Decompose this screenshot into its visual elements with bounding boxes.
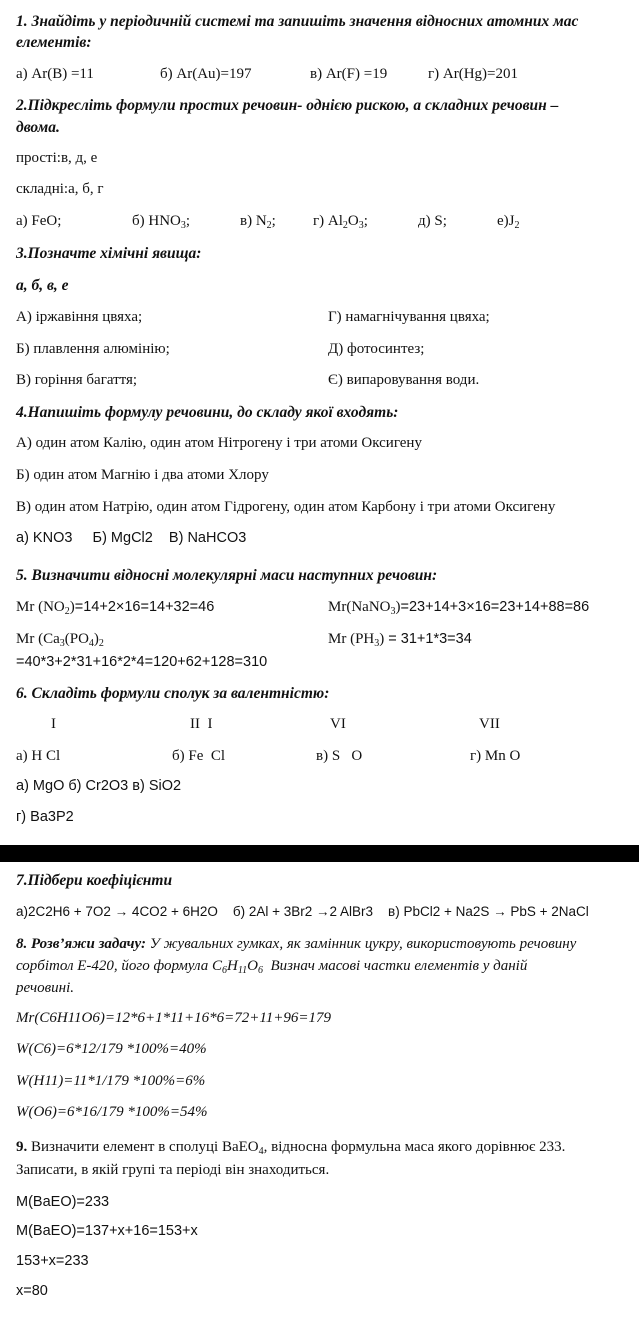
q2-option-d: д) S; bbox=[418, 213, 447, 229]
q3-left-1: А) іржавіння цвяха; bbox=[16, 309, 143, 325]
q1-title-line1: 1. Знайдіть у періодичній системі та запишіть значення відносних атомних мас bbox=[16, 13, 579, 30]
q2-option-v: в) $N_2$; bbox=[240, 213, 276, 231]
q1-answer-g: г) Ar(Hg)=201 bbox=[428, 66, 519, 82]
q4-item-v: В) один атом Натрію, один атом Гідрогену, один атом Карбону і три атоми Оксигену bbox=[16, 499, 556, 515]
q6-valence-b: II I bbox=[190, 716, 213, 732]
q1-answer-a: а) Ar(B) =11 bbox=[16, 66, 94, 82]
q8-title-line2: сорбітол Е-420, його формула $C_6H_{11}O_6$ Визнач масові частки елементів у даній bbox=[16, 958, 528, 976]
q4-answer: а) KNO3 Б) MgCl2 В) NaHCO3 bbox=[16, 530, 247, 546]
q9-calc-3: 153+x=233 bbox=[16, 1253, 89, 1269]
q1-answer-b: б) Ar(Au)=197 bbox=[160, 66, 252, 82]
q2-simple: прості:в, д, е bbox=[16, 150, 98, 166]
q6-answer-line2: г) Ba3P2 bbox=[16, 809, 74, 825]
q8-calc-wc: W(C6)=6*12/179 *100%=40% bbox=[16, 1041, 207, 1057]
q6-item-g: г) Mn O bbox=[470, 748, 521, 764]
q2-title-line2: двома. bbox=[16, 119, 60, 136]
q5-no2: Mr $(NO_2)=14+2\times 16=14+32=46$ bbox=[16, 599, 215, 617]
page-divider bbox=[0, 845, 639, 862]
q7-equations: а)2C2H6 + 7O2 → 4CO2 + 6H2O б) 2Al + 3Br2 →2 AlBr3 в) PbCl2 + Na2S → PbS + 2NaCl bbox=[16, 904, 589, 919]
q5-ph3: Mr $(PH_3) = 31+1*3=34$ bbox=[328, 631, 472, 649]
q9-calc-2: M(BaEO)=137+x+16=153+x bbox=[16, 1223, 198, 1239]
q6-valence-g: VII bbox=[479, 716, 500, 732]
q3-title: 3.Позначте хімічні явища: bbox=[16, 245, 202, 262]
q3-right-1: Г) намагнічування цвяха; bbox=[328, 309, 490, 325]
q3-right-2: Д) фотосинтез; bbox=[328, 341, 425, 357]
q8-title-line3: речовині. bbox=[16, 980, 74, 996]
q9-calc-1: M(BaEO)=233 bbox=[16, 1194, 110, 1210]
q6-valence-a: I bbox=[51, 716, 56, 732]
q6-item-v: в) S O bbox=[316, 748, 363, 764]
q8-calc-mr: Mr(C6H11O6)=12*6+1*11+16*6=72+11+96=179 bbox=[16, 1010, 332, 1026]
q2-title-line1: 2.Підкресліть формули простих речовин- однією рискою, а складних речовин – bbox=[16, 97, 559, 114]
q6-title: 6. Складіть формули сполук за валентністю: bbox=[16, 685, 330, 702]
q1-title-line2: елементів: bbox=[16, 34, 92, 51]
q2-option-b: б) $HNO_3$; bbox=[132, 213, 191, 231]
q8-calc-wh: W(H11)=11*1/179 *100%=6% bbox=[16, 1073, 206, 1089]
q3-right-3: Є) випаровування води. bbox=[328, 372, 480, 388]
q2-option-a: а) FeO; bbox=[16, 213, 62, 229]
q3-left-3: В) горіння багаття; bbox=[16, 372, 138, 388]
q1-answer-v: в) Ar(F) =19 bbox=[310, 66, 388, 82]
q6-item-b: б) Fe Cl bbox=[172, 748, 226, 764]
q4-title: 4.Напишіть формулу речовини, до складу якої входять: bbox=[16, 404, 399, 421]
q5-ca3po4-calc: =40*3+2*31+16*2*4=120+62+128=310 bbox=[16, 654, 268, 670]
q2-option-e: $е)J_2$ bbox=[497, 213, 520, 231]
q8-title-line1: 8. Розв’яжи задачу: У жувальних гумках, як замінник цукру, використовують речовину bbox=[16, 936, 577, 952]
q4-item-a: А) один атом Калію, один атом Нітрогену і три атоми Оксигену bbox=[16, 435, 422, 451]
q5-ca3po4: Mr ($Ca_3(PO_4)_2$ bbox=[16, 631, 104, 649]
q6-valence-v: VI bbox=[330, 716, 346, 732]
q2-complex: складні:а, б, г bbox=[16, 181, 104, 197]
q4-item-b: Б) один атом Магнію і два атоми Хлору bbox=[16, 467, 269, 483]
q8-calc-wo: W(O6)=6*16/179 *100%=54% bbox=[16, 1104, 208, 1120]
q5-title: 5. Визначити відносні молекулярні маси наступних речовин: bbox=[16, 567, 438, 584]
q2-option-g: г) $Al_2O_3$; bbox=[313, 213, 368, 231]
q3-left-2: Б) плавлення алюмінію; bbox=[16, 341, 170, 357]
q9-title-line2: Записати, в якій групі та періоді він знаходиться. bbox=[16, 1162, 330, 1178]
q6-item-a: а) H Cl bbox=[16, 748, 61, 764]
q9-title-line1: 9. Визначити елемент в сполуці BaEO$_4$, відносна формульна маса якого дорівнює 233. bbox=[16, 1139, 566, 1157]
q5-nano3: Mr(NaNO$_3$)=23+14+3×16=23+14+88=86 bbox=[328, 599, 590, 617]
q7-title: 7.Підбери коефіцієнти bbox=[16, 872, 173, 889]
q9-calc-4: x=80 bbox=[16, 1283, 48, 1299]
q3-answer: а, б, в, е bbox=[16, 277, 69, 294]
q6-answer-line1: а) MgO б) Cr2O3 в) SiO2 bbox=[16, 778, 182, 794]
